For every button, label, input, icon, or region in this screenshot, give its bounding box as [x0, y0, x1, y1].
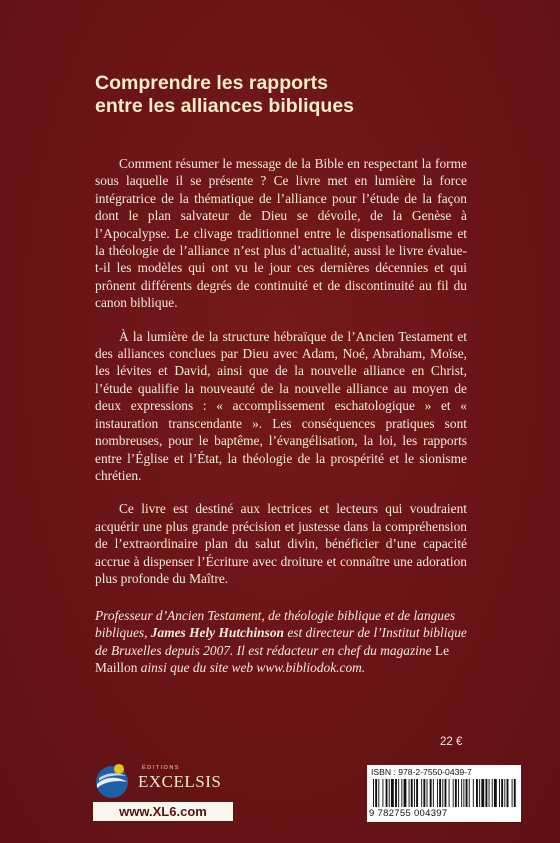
barcode-digits: 9 782755 004397 — [369, 808, 448, 819]
price: 22 € — [440, 736, 463, 748]
barcode-bar — [507, 779, 509, 807]
publisher-name: EXCELSIS — [138, 772, 222, 791]
barcode-bar — [430, 779, 432, 807]
barcode-bar — [378, 779, 379, 807]
barcode-bar — [437, 779, 438, 807]
barcode-bar — [485, 779, 487, 807]
blurb — [95, 155, 467, 603]
barcode-bar — [476, 779, 478, 807]
barcode-bar — [499, 779, 500, 807]
barcode-bar — [445, 779, 447, 807]
barcode-bar — [395, 779, 397, 807]
barcode-bar — [391, 779, 394, 807]
barcode-bar — [481, 779, 484, 807]
barcode-bar — [439, 779, 441, 807]
barcode-bars — [373, 779, 517, 807]
publisher-logo — [93, 762, 233, 802]
book-title — [95, 72, 495, 118]
barcode-bar — [386, 779, 388, 807]
magazine-name: Le Maillon — [95, 642, 450, 676]
barcode-bar — [423, 779, 425, 807]
barcode-bar — [514, 779, 516, 807]
author-bio — [95, 607, 467, 677]
publisher-small-label: ÉDITIONS — [142, 765, 180, 771]
barcode — [367, 765, 521, 822]
barcode-bar — [492, 779, 493, 807]
barcode-bar — [504, 779, 505, 807]
barcode-bar — [411, 779, 413, 807]
barcode-bar — [489, 779, 490, 807]
book-title-line-1: Comprendre les rapports — [95, 72, 328, 94]
barcode-bar — [398, 779, 399, 807]
author-bio-intro: Professeur d’Ancien Testament, de théologie biblique et de langues bibliques, — [95, 608, 456, 641]
excelsis-globe-logo-icon — [93, 762, 131, 800]
barcode-bar — [469, 779, 470, 807]
blurb-paragraph-2: À la lumière de la structure hébraïque de l’Ancien Testament et des alliances conclues par Dieu avec Adam, Noé, Abraham, Moïse, les lévites et David, ainsi que de la nouvelle alliance en Christ, l’étude qualifie la nouveauté de la nouvelle alliance au moyen de deux expressions : « accomplissement eschatologique » et « instauration transcendante ». Les conséquences pratiques sont nombreuses, pour le baptême, l’évangélisation, la loi, les rapports entre l’Église et l’État, la théologie de la prospérité et le sionisme chrétien. — [95, 328, 467, 483]
barcode-bar — [453, 779, 454, 807]
barcode-bar — [466, 779, 468, 807]
barcode-bar — [382, 779, 383, 807]
author-bio-website: ainsi que du site web www.bibliodok.com. — [137, 660, 366, 676]
barcode-bar — [494, 779, 497, 807]
publisher-website: www.XL6.com — [93, 802, 233, 821]
blurb-paragraph-3: Ce livre est destiné aux lectrices et lecteurs qui voudraient acquérir une plus grande précision et justesse dans la compréhension de l’extraordinaire plan du salut divin, bénéficier d’une capacité accrue à dispenser l’Écriture avec droiture et connaître une adoration plus profonde du Maître. — [95, 501, 467, 586]
author-name: James Hely Hutchinson — [150, 625, 284, 641]
barcode-bar — [427, 779, 428, 807]
blurb-paragraph-1: Comment résumer le message de la Bible en respectant la forme sous laquelle il se présente ? Ce livre met en lumière la force intégratrice de la thématique de l’alliance pour l’étude de la façon dont le plan salvateur de Dieu se dévoile, de la Genèse à l’Apocalypse. Le clivage traditionnel entre le dispensationalisme et la théologie de l’alliance n’est plus d’actualité, aussi le livre évalue-t-il les modèles qui ont vu le jour ces dernières décennies et qui prônent différents degrés de continuité et de discontinuité au fil du canon biblique. — [95, 156, 467, 311]
barcode-bar — [458, 779, 459, 807]
barcode-bar — [373, 779, 374, 807]
barcode-bar — [501, 779, 503, 807]
barcode-bar — [404, 779, 407, 807]
isbn-label: ISBN : 978-2-7550-0439-7 — [371, 767, 472, 777]
author-bio-role: est directeur de l’Institut biblique de Bruxelles depuis 2007. Il est rédacteur en chef du magazine — [95, 625, 467, 658]
barcode-bar — [512, 779, 513, 807]
barcode-bar — [473, 779, 474, 807]
barcode-bar — [463, 779, 464, 807]
barcode-bar — [375, 779, 377, 807]
barcode-bar — [401, 779, 402, 807]
barcode-bar — [455, 779, 457, 807]
barcode-bar — [389, 779, 390, 807]
barcode-bar — [416, 779, 418, 807]
barcode-bar — [442, 779, 443, 807]
barcode-bar — [461, 779, 462, 807]
barcode-bar — [433, 779, 434, 807]
barcode-bar — [479, 779, 480, 807]
barcode-bar — [421, 779, 422, 807]
book-title-line-2: entre les alliances bibliques — [95, 95, 355, 117]
barcode-bar — [409, 779, 410, 807]
barcode-bar — [449, 779, 450, 807]
barcode-bar — [414, 779, 415, 807]
